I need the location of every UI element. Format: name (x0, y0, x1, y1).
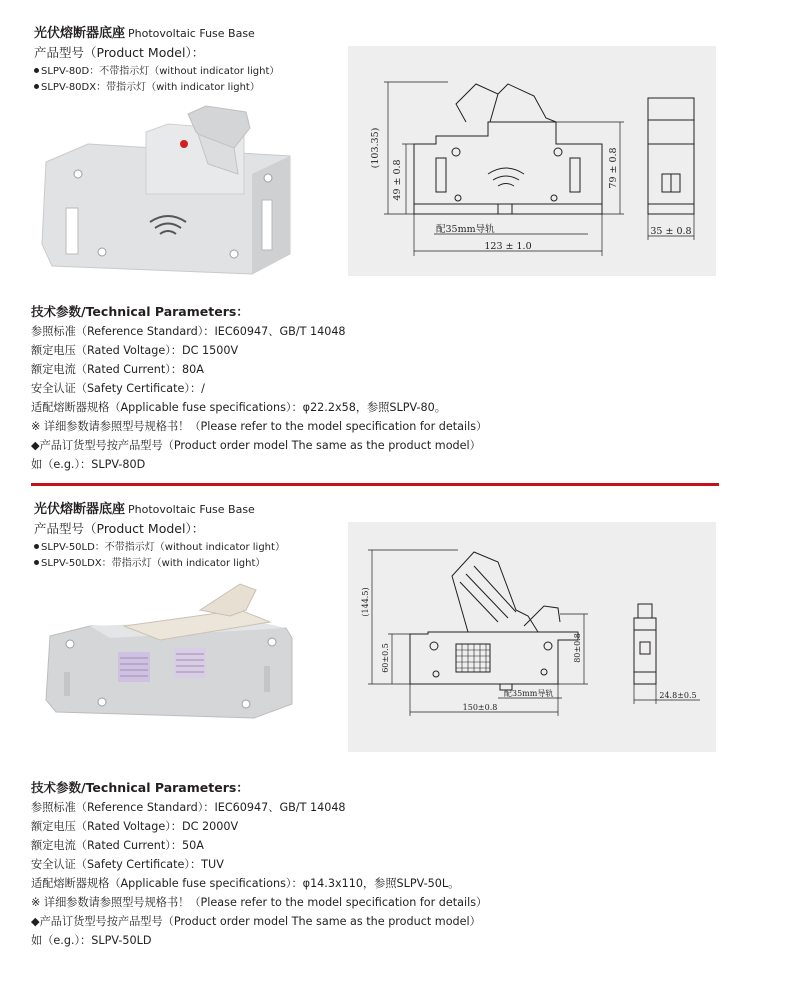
dimension-drawing (348, 46, 716, 276)
param-safety-certificate: 安全认证（Safety Certificate）：/ (31, 382, 205, 395)
param-note: ※ 详细参数请参照型号规格书！（Please refer to the model specification for details） (31, 896, 488, 909)
variant-item (34, 62, 279, 77)
param-note: ※ 详细参数请参照型号规格书！（Please refer to the model specification for details） (31, 420, 488, 433)
dimension-length: 123 ± 1.0 (484, 241, 532, 252)
bullet-dot-icon (34, 84, 39, 89)
bullet-dot-icon (34, 544, 39, 549)
technical-drawing-panel (348, 522, 716, 752)
bullet-dot-icon (34, 560, 39, 565)
param-reference-standard: 参照标准（Reference Standard）：IEC60947、GB/T 14048 (31, 801, 346, 814)
dimension-total-height: (144.5) (361, 587, 370, 617)
param-rated-current: 额定电流（Rated Current）：80A (31, 363, 204, 376)
product-model-heading: 产品型号（Product Model）： (34, 45, 205, 60)
variant-item (34, 78, 260, 93)
dimension-rail-note: 配35mm导轨 (504, 689, 554, 698)
product-title-zh: 光伏熔断器底座 (34, 502, 126, 517)
dimension-rail-note: 配35mm导轨 (436, 224, 495, 235)
param-rated-voltage: 额定电压（Rated Voltage）：DC 1500V (31, 344, 239, 357)
product-title-en: Photovoltaic Fuse Base (128, 503, 255, 516)
product-model-heading: 产品型号（Product Model）： (34, 521, 205, 536)
dimension-total-height: (103.35) (370, 127, 381, 169)
dimension-right-height: 79 ± 0.8 (608, 147, 619, 189)
param-rated-current: 额定电流（Rated Current）：50A (31, 839, 204, 852)
dimension-base-height: 49 ± 0.8 (392, 159, 403, 201)
variant-text: SLPV-50LD：不带指示灯（without indicator light） (41, 542, 285, 553)
param-fuse-spec: 适配熔断器规格（Applicable fuse specifications）：φ22.2x58，参照SLPV-80。 (31, 401, 446, 414)
technical-drawing-panel (348, 46, 716, 276)
variant-text: SLPV-80DX：带指示灯（with indicator light） (41, 82, 260, 93)
variant-text: SLPV-80D：不带指示灯（without indicator light） (41, 66, 280, 77)
dimension-right-height: 80±0.8 (573, 633, 582, 663)
variant-item (34, 538, 285, 553)
param-example: 如（e.g.）：SLPV-80D (31, 458, 146, 471)
param-order-model: ◆产品订货型号按产品型号（Product order model The same as the product model） (31, 915, 481, 928)
param-safety-certificate: 安全认证（Safety Certificate）：TUV (31, 858, 224, 871)
dimension-width: 35 ± 0.8 (650, 226, 692, 237)
param-reference-standard: 参照标准（Reference Standard）：IEC60947、GB/T 14048 (31, 325, 346, 338)
product-photo-fuse-base-80 (38, 104, 300, 282)
product-title (34, 22, 255, 41)
param-rated-voltage: 额定电压（Rated Voltage）：DC 2000V (31, 820, 239, 833)
variant-text: SLPV-50LDX：带指示灯（with indicator light） (41, 558, 266, 569)
technical-parameters-heading: 技术参数/Technical Parameters： (31, 780, 249, 795)
dimension-base-height: 60±0.5 (381, 643, 390, 673)
param-fuse-spec: 适配熔断器规格（Applicable fuse specifications）：φ14.3x110，参照SLPV-50L。 (31, 877, 460, 890)
param-example: 如（e.g.）：SLPV-50LD (31, 934, 152, 947)
dimension-length: 150±0.8 (462, 703, 498, 712)
param-order-model: ◆产品订货型号按产品型号（Product order model The same as the product model） (31, 439, 481, 452)
product-title (34, 498, 255, 517)
bullet-dot-icon (34, 68, 39, 73)
variant-item (34, 554, 265, 569)
dimension-drawing (348, 522, 716, 752)
dimension-width: 24.8±0.5 (659, 691, 697, 700)
technical-parameters-heading: 技术参数/Technical Parameters： (31, 304, 249, 319)
product-section-slpv-80 (0, 0, 796, 476)
product-title-en: Photovoltaic Fuse Base (128, 27, 255, 40)
product-title-zh: 光伏熔断器底座 (34, 26, 126, 41)
product-section-slpv-50 (0, 476, 796, 993)
product-photo-fuse-base-50 (40, 580, 302, 730)
